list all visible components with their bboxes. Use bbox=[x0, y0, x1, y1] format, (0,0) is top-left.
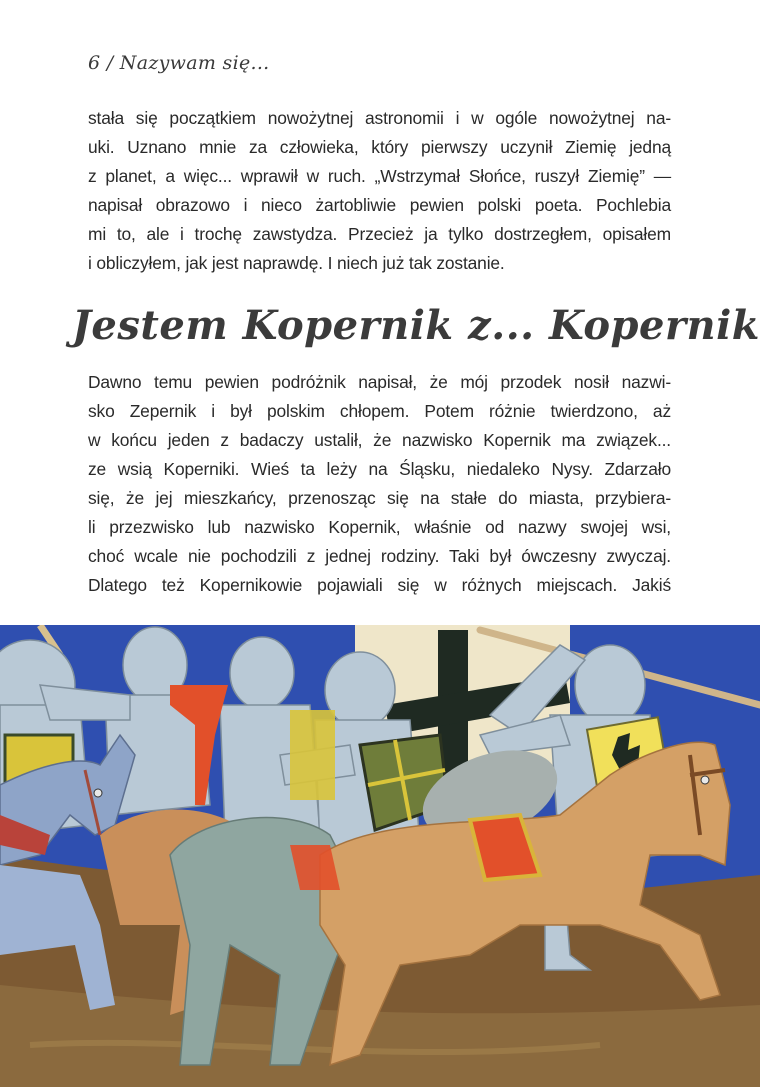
text-line: stała się początkiem nowożytnej astronomii i w ogóle nowożytnej na- bbox=[88, 108, 671, 128]
text-line: z planet, a więc... wprawił w ruch. „Wstrzymał Słońce, ruszył Ziemię” — bbox=[88, 166, 671, 186]
knights-painting bbox=[0, 625, 760, 1087]
running-head bbox=[88, 52, 270, 74]
text-line: Dawno temu pewien podróżnik napisał, że mój przodek nosił nazwi- bbox=[88, 372, 671, 392]
text-line: ze wsią Koperniki. Wieś ta leży na Śląsku, niedaleko Nysy. Zdarzało bbox=[88, 459, 671, 479]
text-line: choć wcale nie pochodzili z jednej rodziny. Taki był ówczesny zwyczaj. bbox=[88, 546, 671, 566]
running-head-text: 6 / Nazywam się... bbox=[88, 52, 270, 74]
text-line: i obliczyłem, jak jest naprawdę. I niech już tak zostanie. bbox=[88, 253, 505, 273]
paragraph-intro bbox=[88, 104, 671, 278]
knights-illustration bbox=[0, 625, 760, 1087]
text-line: napisał obrazowo i nieco żartobliwie pewien polski poeta. Pochlebia bbox=[88, 195, 671, 215]
text-line: w końcu jeden z badaczy ustalił, że nazwisko Kopernik ma związek... bbox=[88, 430, 671, 450]
section-heading: Jestem Kopernik z... Kopernik bbox=[72, 302, 760, 349]
paragraph-kopernik bbox=[88, 368, 671, 600]
text-line: li przezwisko lub nazwisko Kopernik, właśnie od nazwy swojej wsi, bbox=[88, 517, 671, 537]
text-line: sko Zepernik i był polskim chłopem. Potem różnie twierdzono, aż bbox=[88, 401, 671, 421]
text-line: mi to, ale i trochę zawstydza. Przecież ja tylko dostrzegłem, opisałem bbox=[88, 224, 671, 244]
text-line: Dlatego też Kopernikowie pojawiali się w różnych miejscach. Jakiś bbox=[88, 575, 671, 595]
text-line: uki. Uznano mnie za człowieka, który pierwszy uczynił Ziemię jedną bbox=[88, 137, 671, 157]
text-line: się, że jej mieszkańcy, przenosząc się na stałe do miasta, przybiera- bbox=[88, 488, 671, 508]
